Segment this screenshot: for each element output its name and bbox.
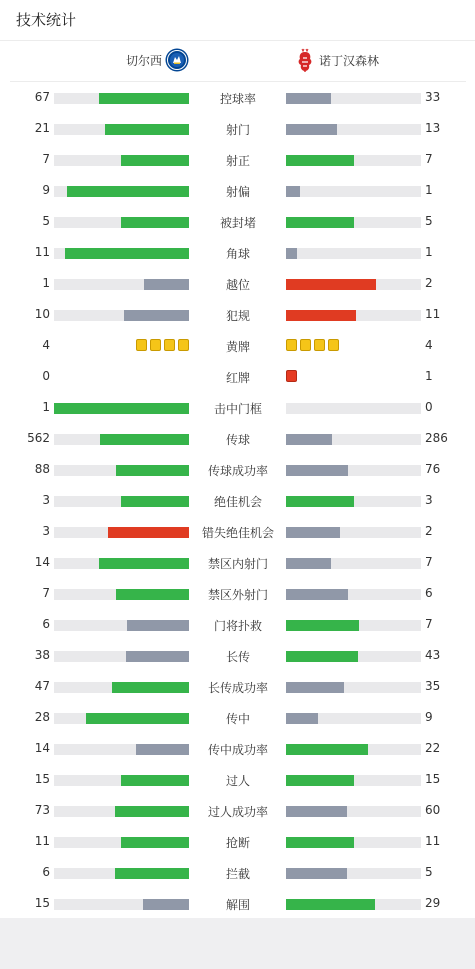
stat-label: 红牌 bbox=[225, 371, 250, 385]
stat-row bbox=[0, 299, 475, 330]
away-value: 1 bbox=[425, 183, 433, 197]
stat-label: 射正 bbox=[225, 154, 250, 168]
home-value: 38 bbox=[34, 648, 50, 662]
away-bar-fill bbox=[286, 186, 300, 197]
home-bar-fill bbox=[124, 310, 189, 321]
away-bar-track bbox=[286, 434, 421, 445]
stat-row bbox=[0, 330, 475, 361]
away-value: 2 bbox=[425, 524, 433, 538]
away-value: 43 bbox=[425, 648, 441, 662]
away-value: 7 bbox=[425, 617, 433, 631]
home-bar-track bbox=[54, 899, 189, 910]
away-bar-fill bbox=[286, 496, 354, 507]
home-bar-track bbox=[54, 558, 189, 569]
away-bar-track bbox=[286, 620, 421, 631]
away-bar-track bbox=[286, 713, 421, 724]
away-bar-track bbox=[286, 496, 421, 507]
away-cards bbox=[286, 339, 339, 352]
away-bar-fill bbox=[286, 837, 354, 848]
yellow-card-icon bbox=[328, 339, 339, 351]
stat-row bbox=[0, 237, 475, 268]
away-value: 1 bbox=[425, 245, 433, 259]
stat-label: 击中门框 bbox=[213, 402, 262, 416]
stat-row bbox=[0, 826, 475, 857]
away-bar-fill bbox=[286, 248, 297, 259]
home-bar-track bbox=[54, 496, 189, 507]
away-bar-fill bbox=[286, 124, 337, 135]
home-bar-fill bbox=[105, 124, 189, 135]
stat-row bbox=[0, 888, 475, 919]
home-bar-fill bbox=[121, 155, 189, 166]
home-value: 15 bbox=[34, 772, 50, 786]
team-header bbox=[10, 41, 466, 82]
away-value: 5 bbox=[425, 865, 433, 879]
yellow-card-icon bbox=[136, 339, 147, 351]
home-bar-track bbox=[54, 682, 189, 693]
stat-row bbox=[0, 547, 475, 578]
stat-row bbox=[0, 361, 475, 392]
stat-label: 传中成功率 bbox=[207, 743, 268, 757]
home-bar-fill bbox=[99, 558, 189, 569]
home-bar-track bbox=[54, 744, 189, 755]
away-bar-fill bbox=[286, 589, 348, 600]
away-bar-track bbox=[286, 682, 421, 693]
home-value: 1 bbox=[42, 276, 50, 290]
away-bar-track bbox=[286, 93, 421, 104]
yellow-card-icon bbox=[150, 339, 161, 351]
stat-row bbox=[0, 857, 475, 888]
home-value: 562 bbox=[27, 431, 50, 445]
stat-label: 长传成功率 bbox=[207, 681, 268, 695]
away-bar-fill bbox=[286, 155, 354, 166]
away-bar-track bbox=[286, 155, 421, 166]
away-bar-track bbox=[286, 775, 421, 786]
stat-label: 禁区外射门 bbox=[207, 588, 268, 602]
away-bar-track bbox=[286, 403, 421, 414]
away-bar-fill bbox=[286, 558, 331, 569]
away-bar-track bbox=[286, 186, 421, 197]
away-value: 60 bbox=[425, 803, 441, 817]
home-bar-fill bbox=[121, 217, 189, 228]
away-bar-track bbox=[286, 651, 421, 662]
stat-row bbox=[0, 392, 475, 423]
home-value: 3 bbox=[42, 524, 50, 538]
stat-row bbox=[0, 764, 475, 795]
away-bar-track bbox=[286, 899, 421, 910]
away-cards bbox=[286, 370, 297, 383]
home-bar-fill bbox=[121, 775, 189, 786]
away-bar-fill bbox=[286, 527, 340, 538]
stat-label: 错失绝佳机会 bbox=[201, 526, 274, 540]
away-bar-track bbox=[286, 248, 421, 259]
home-bar-fill bbox=[126, 651, 189, 662]
page-title: 技术统计 bbox=[16, 11, 77, 29]
home-value: 0 bbox=[42, 369, 50, 383]
away-value: 33 bbox=[425, 90, 441, 104]
stat-row bbox=[0, 578, 475, 609]
yellow-card-icon bbox=[178, 339, 189, 351]
home-value: 28 bbox=[34, 710, 50, 724]
home-value: 11 bbox=[34, 245, 50, 259]
away-value: 11 bbox=[425, 834, 441, 848]
away-value: 11 bbox=[425, 307, 441, 321]
home-bar-fill bbox=[115, 806, 189, 817]
stat-row bbox=[0, 702, 475, 733]
away-bar-track bbox=[286, 310, 421, 321]
stat-label: 传中 bbox=[225, 712, 250, 726]
away-value: 13 bbox=[425, 121, 441, 135]
away-bar-fill bbox=[286, 465, 348, 476]
home-bar-fill bbox=[115, 868, 189, 879]
home-bar-track bbox=[54, 806, 189, 817]
away-bar-fill bbox=[286, 217, 354, 228]
stat-row bbox=[0, 423, 475, 454]
away-bar-fill bbox=[286, 651, 358, 662]
home-bar-track bbox=[54, 186, 189, 197]
away-bar-track bbox=[286, 744, 421, 755]
away-value: 76 bbox=[425, 462, 441, 476]
home-bar-fill bbox=[127, 620, 189, 631]
away-bar-fill bbox=[286, 806, 347, 817]
home-bar-fill bbox=[108, 527, 189, 538]
stat-row bbox=[0, 516, 475, 547]
away-bar-fill bbox=[286, 279, 376, 290]
home-bar-track bbox=[54, 124, 189, 135]
home-value: 47 bbox=[34, 679, 50, 693]
home-value: 14 bbox=[34, 555, 50, 569]
stat-row bbox=[0, 82, 475, 113]
away-bar-track bbox=[286, 589, 421, 600]
away-bar-track bbox=[286, 558, 421, 569]
stat-label: 黄牌 bbox=[225, 340, 250, 354]
away-bar-fill bbox=[286, 899, 375, 910]
away-value: 3 bbox=[425, 493, 433, 507]
away-bar-track bbox=[286, 527, 421, 538]
home-bar-track bbox=[54, 465, 189, 476]
away-value: 0 bbox=[425, 400, 433, 414]
home-value: 88 bbox=[34, 462, 50, 476]
home-bar-fill bbox=[121, 837, 189, 848]
stat-row bbox=[0, 206, 475, 237]
home-bar-fill bbox=[99, 93, 189, 104]
away-bar-fill bbox=[286, 310, 356, 321]
home-bar-track bbox=[54, 589, 189, 600]
away-value: 35 bbox=[425, 679, 441, 693]
away-value: 7 bbox=[425, 555, 433, 569]
away-bar-fill bbox=[286, 775, 354, 786]
stat-row bbox=[0, 175, 475, 206]
stat-label: 被封堵 bbox=[219, 216, 256, 230]
home-value: 11 bbox=[34, 834, 50, 848]
home-cards bbox=[136, 339, 189, 352]
stat-row bbox=[0, 609, 475, 640]
home-bar-track bbox=[54, 651, 189, 662]
home-value: 4 bbox=[42, 338, 50, 352]
home-bar-track bbox=[54, 527, 189, 538]
home-bar-fill bbox=[144, 279, 189, 290]
home-bar-fill bbox=[112, 682, 189, 693]
home-value: 73 bbox=[34, 803, 50, 817]
away-bar-fill bbox=[286, 682, 344, 693]
home-bar-track bbox=[54, 837, 189, 848]
away-bar-fill bbox=[286, 868, 347, 879]
home-bar-fill bbox=[116, 589, 189, 600]
home-value: 15 bbox=[34, 896, 50, 910]
stat-label: 越位 bbox=[225, 278, 250, 292]
home-bar-fill bbox=[136, 744, 189, 755]
home-value: 21 bbox=[34, 121, 50, 135]
stat-label: 犯规 bbox=[225, 309, 250, 323]
away-bar-track bbox=[286, 806, 421, 817]
away-bar-fill bbox=[286, 620, 359, 631]
home-bar-track bbox=[54, 155, 189, 166]
away-bar-fill bbox=[286, 93, 331, 104]
yellow-card-icon bbox=[300, 339, 311, 351]
red-card-icon bbox=[286, 370, 297, 382]
stat-row bbox=[0, 485, 475, 516]
home-bar-track bbox=[54, 403, 189, 414]
stat-label: 射偏 bbox=[225, 185, 250, 199]
stat-label: 拦截 bbox=[225, 867, 250, 881]
stat-row bbox=[0, 268, 475, 299]
stat-label: 解围 bbox=[225, 898, 250, 912]
stat-row bbox=[0, 113, 475, 144]
stat-label: 绝佳机会 bbox=[213, 495, 262, 509]
away-bar-track bbox=[286, 465, 421, 476]
away-value: 2 bbox=[425, 276, 433, 290]
away-value: 9 bbox=[425, 710, 433, 724]
yellow-card-icon bbox=[314, 339, 325, 351]
stat-row bbox=[0, 144, 475, 175]
stat-label: 传球成功率 bbox=[207, 464, 268, 478]
stat-row bbox=[0, 733, 475, 764]
stat-label: 传球 bbox=[225, 433, 250, 447]
stat-row bbox=[0, 795, 475, 826]
away-bar-track bbox=[286, 279, 421, 290]
home-bar-fill bbox=[65, 248, 189, 259]
home-bar-track bbox=[54, 620, 189, 631]
away-team-name: 诺丁汉森林 bbox=[319, 54, 380, 68]
away-bar-track bbox=[286, 124, 421, 135]
stat-label: 抢断 bbox=[225, 836, 250, 850]
home-bar-track bbox=[54, 217, 189, 228]
home-bar-fill bbox=[121, 496, 189, 507]
away-value: 22 bbox=[425, 741, 441, 755]
home-bar-fill bbox=[100, 434, 189, 445]
home-bar-track bbox=[54, 279, 189, 290]
home-value: 10 bbox=[34, 307, 50, 321]
stat-label: 射门 bbox=[225, 123, 250, 137]
away-value: 29 bbox=[425, 896, 441, 910]
away-value: 1 bbox=[425, 369, 433, 383]
home-bar-track bbox=[54, 775, 189, 786]
away-bar-fill bbox=[286, 434, 332, 445]
stat-row bbox=[0, 454, 475, 485]
home-bar-track bbox=[54, 248, 189, 259]
stat-label: 禁区内射门 bbox=[207, 557, 268, 571]
away-value: 15 bbox=[425, 772, 441, 786]
away-bar-track bbox=[286, 837, 421, 848]
away-value: 6 bbox=[425, 586, 433, 600]
away-value: 7 bbox=[425, 152, 433, 166]
home-bar-track bbox=[54, 434, 189, 445]
away-bar-track bbox=[286, 217, 421, 228]
home-bar-fill bbox=[54, 403, 189, 414]
home-value: 14 bbox=[34, 741, 50, 755]
home-bar-fill bbox=[116, 465, 189, 476]
away-bar-fill bbox=[286, 744, 368, 755]
home-value: 1 bbox=[42, 400, 50, 414]
chelsea-crest-icon bbox=[165, 48, 189, 72]
home-value: 7 bbox=[42, 586, 50, 600]
home-value: 9 bbox=[42, 183, 50, 197]
away-bar-track bbox=[286, 868, 421, 879]
yellow-card-icon bbox=[286, 339, 297, 351]
home-value: 5 bbox=[42, 214, 50, 228]
stat-label: 控球率 bbox=[219, 92, 256, 106]
home-bar-track bbox=[54, 310, 189, 321]
forest-crest-icon bbox=[297, 48, 313, 74]
home-bar-fill bbox=[86, 713, 189, 724]
stat-label: 长传 bbox=[225, 650, 250, 664]
stat-label: 角球 bbox=[225, 247, 250, 261]
yellow-card-icon bbox=[164, 339, 175, 351]
home-bar-track bbox=[54, 93, 189, 104]
stat-label: 门将扑救 bbox=[213, 619, 262, 633]
stat-label: 过人 bbox=[225, 774, 250, 788]
home-bar-track bbox=[54, 868, 189, 879]
home-value: 6 bbox=[42, 617, 50, 631]
stat-row bbox=[0, 671, 475, 702]
stat-row bbox=[0, 640, 475, 671]
home-value: 3 bbox=[42, 493, 50, 507]
away-value: 4 bbox=[425, 338, 433, 352]
home-value: 6 bbox=[42, 865, 50, 879]
home-value: 7 bbox=[42, 152, 50, 166]
home-bar-fill bbox=[143, 899, 189, 910]
away-value: 286 bbox=[425, 431, 448, 445]
home-value: 67 bbox=[34, 90, 50, 104]
home-team-name: 切尔西 bbox=[125, 54, 162, 68]
stat-label: 过人成功率 bbox=[207, 805, 268, 819]
away-bar-fill bbox=[286, 713, 318, 724]
home-bar-track bbox=[54, 713, 189, 724]
home-bar-fill bbox=[67, 186, 189, 197]
away-value: 5 bbox=[425, 214, 433, 228]
